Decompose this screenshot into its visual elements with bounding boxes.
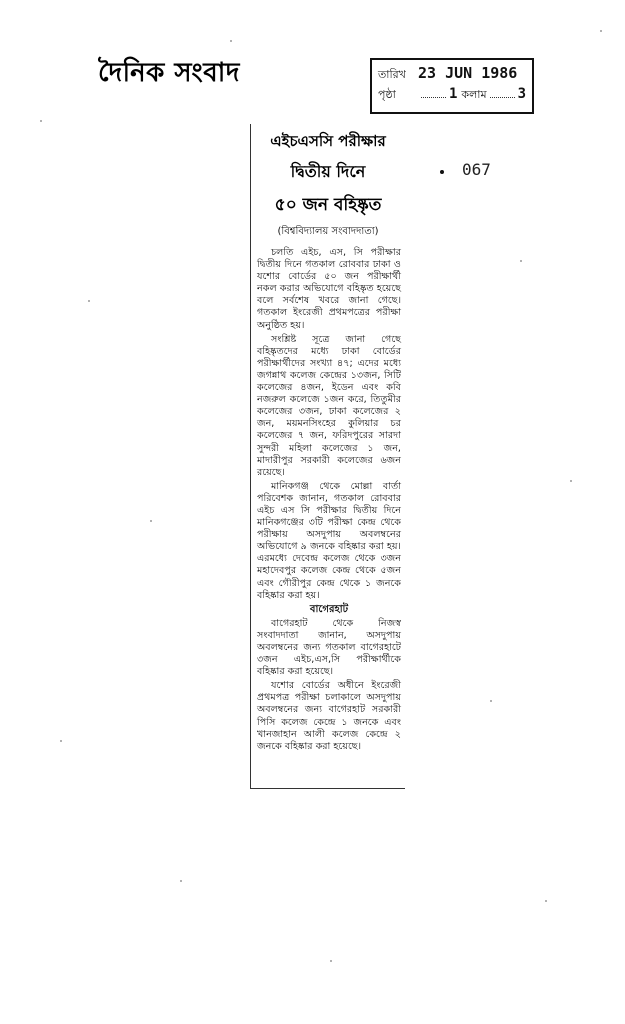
reference-number: 067 — [462, 160, 491, 179]
paragraph-2: সংশ্লিষ্ট সূত্রে জানা গেছে বহিষ্কৃতদের মধ্যে ঢাকা বোর্ডের পরীক্ষার্থীদের সংখ্যা ৪৭; এদের মধ্যে জগন্নাথ কলেজ কেন্দ্রের ১৩জন, সিটি কলেজের ৪জন, ইডেন এবং কবি নজরুল কলেজে ১জন করে, তিতুমীর কলেজের ৩জন, ঢাকা কলেজের ২ জন, ময়মনসিংহের কুলিয়ার চর কলেজের ৭ জন, ফরিদপুরের সারদা সুন্দরী মহিলা কলেজের ১ জন, মাদারীপুর সরকারী কলেজের ৬জন রয়েছে। — [257, 333, 401, 478]
column-value: 3 — [517, 86, 527, 102]
date-label: তারিখ — [378, 68, 406, 81]
page-value: 1 — [448, 86, 458, 102]
newspaper-masthead: দৈনিক সংবাদ — [98, 58, 240, 88]
news-clipping — [250, 124, 405, 789]
paragraph-1: চলতি এইচ, এস, সি পরীক্ষার দ্বিতীয় দিনে গতকাল রোববার ঢাকা ও যশোর বোর্ডের ৫০ জন পরীক্ষার্থী নকল করার অভিযোগে বহিষ্কৃত হয়েছে বলে সর্বশেষ খবরে জানা গেছে। গতকাল ইংরেজী প্রথমপত্রের পরীক্ষা অনুষ্ঠিত হয়। — [257, 247, 401, 331]
headline-line-1: এইচএসসি পরীক্ষার — [270, 132, 386, 150]
page-label: পৃষ্ঠা — [378, 88, 396, 101]
paragraph-3: মানিকগঞ্জ থেকে মোল্লা বার্তা পরিবেশক জানান, গতকাল রোববার এইচ এস সি পরীক্ষার দ্বিতীয় দিনে মানিকগঞ্জের ৩টি পরীক্ষা কেন্দ্র থেকে পরীক্ষায় অসদুপায় অবলম্বনের অভিযোগে ৯ জনকে বহিষ্কার করা হয়। এরমধ্যে দেবেন্দ্র কলেজ থেকে ৩জন মহাদেবপুর কলেজ কেন্দ্র থেকে ৫জন এবং গৌরীপুর কেন্দ্র থেকে ১ জনকে বহিষ্কার করা হয়। — [257, 480, 401, 601]
date-value: 23 JUN 1986 — [418, 64, 518, 82]
archive-stamp — [370, 58, 534, 114]
headline-line-3: ৫০ জন বহিষ্কৃত — [274, 195, 382, 215]
byline: (বিশ্ববিদ্যালয় সংবাদদাতা) — [277, 226, 379, 237]
subhead-bagerhat: বাগেরহাট — [309, 603, 349, 615]
ink-dot — [440, 170, 444, 174]
column-label: কলাম — [461, 88, 487, 101]
article-body — [251, 247, 405, 753]
headline-line-2: দ্বিতীয় দিনে — [290, 162, 366, 181]
paragraph-5: যশোর বোর্ডের অধীনে ইংরেজী প্রথমপত্র পরীক্ষা চলাকালে অসদুপায় অবলম্বনের জন্য বাগেরহাট সরকারী পিসি কলেজ কেন্দ্রে ১ জনকে এবং খানজাহান আলী কলেজ কেন্দ্রে ২ জনকে বহিষ্কার করা হয়েছে। — [257, 680, 401, 752]
paragraph-4: বাগেরহাট থেকে নিজস্ব সংবাদদাতা জানান, অসদুপায় অবলম্বনের জন্য গতকাল বাগেরহাটে ৩জন এইচ,এস,সি পরীক্ষার্থীকে বহিষ্কার করা হয়েছে। — [257, 617, 401, 678]
